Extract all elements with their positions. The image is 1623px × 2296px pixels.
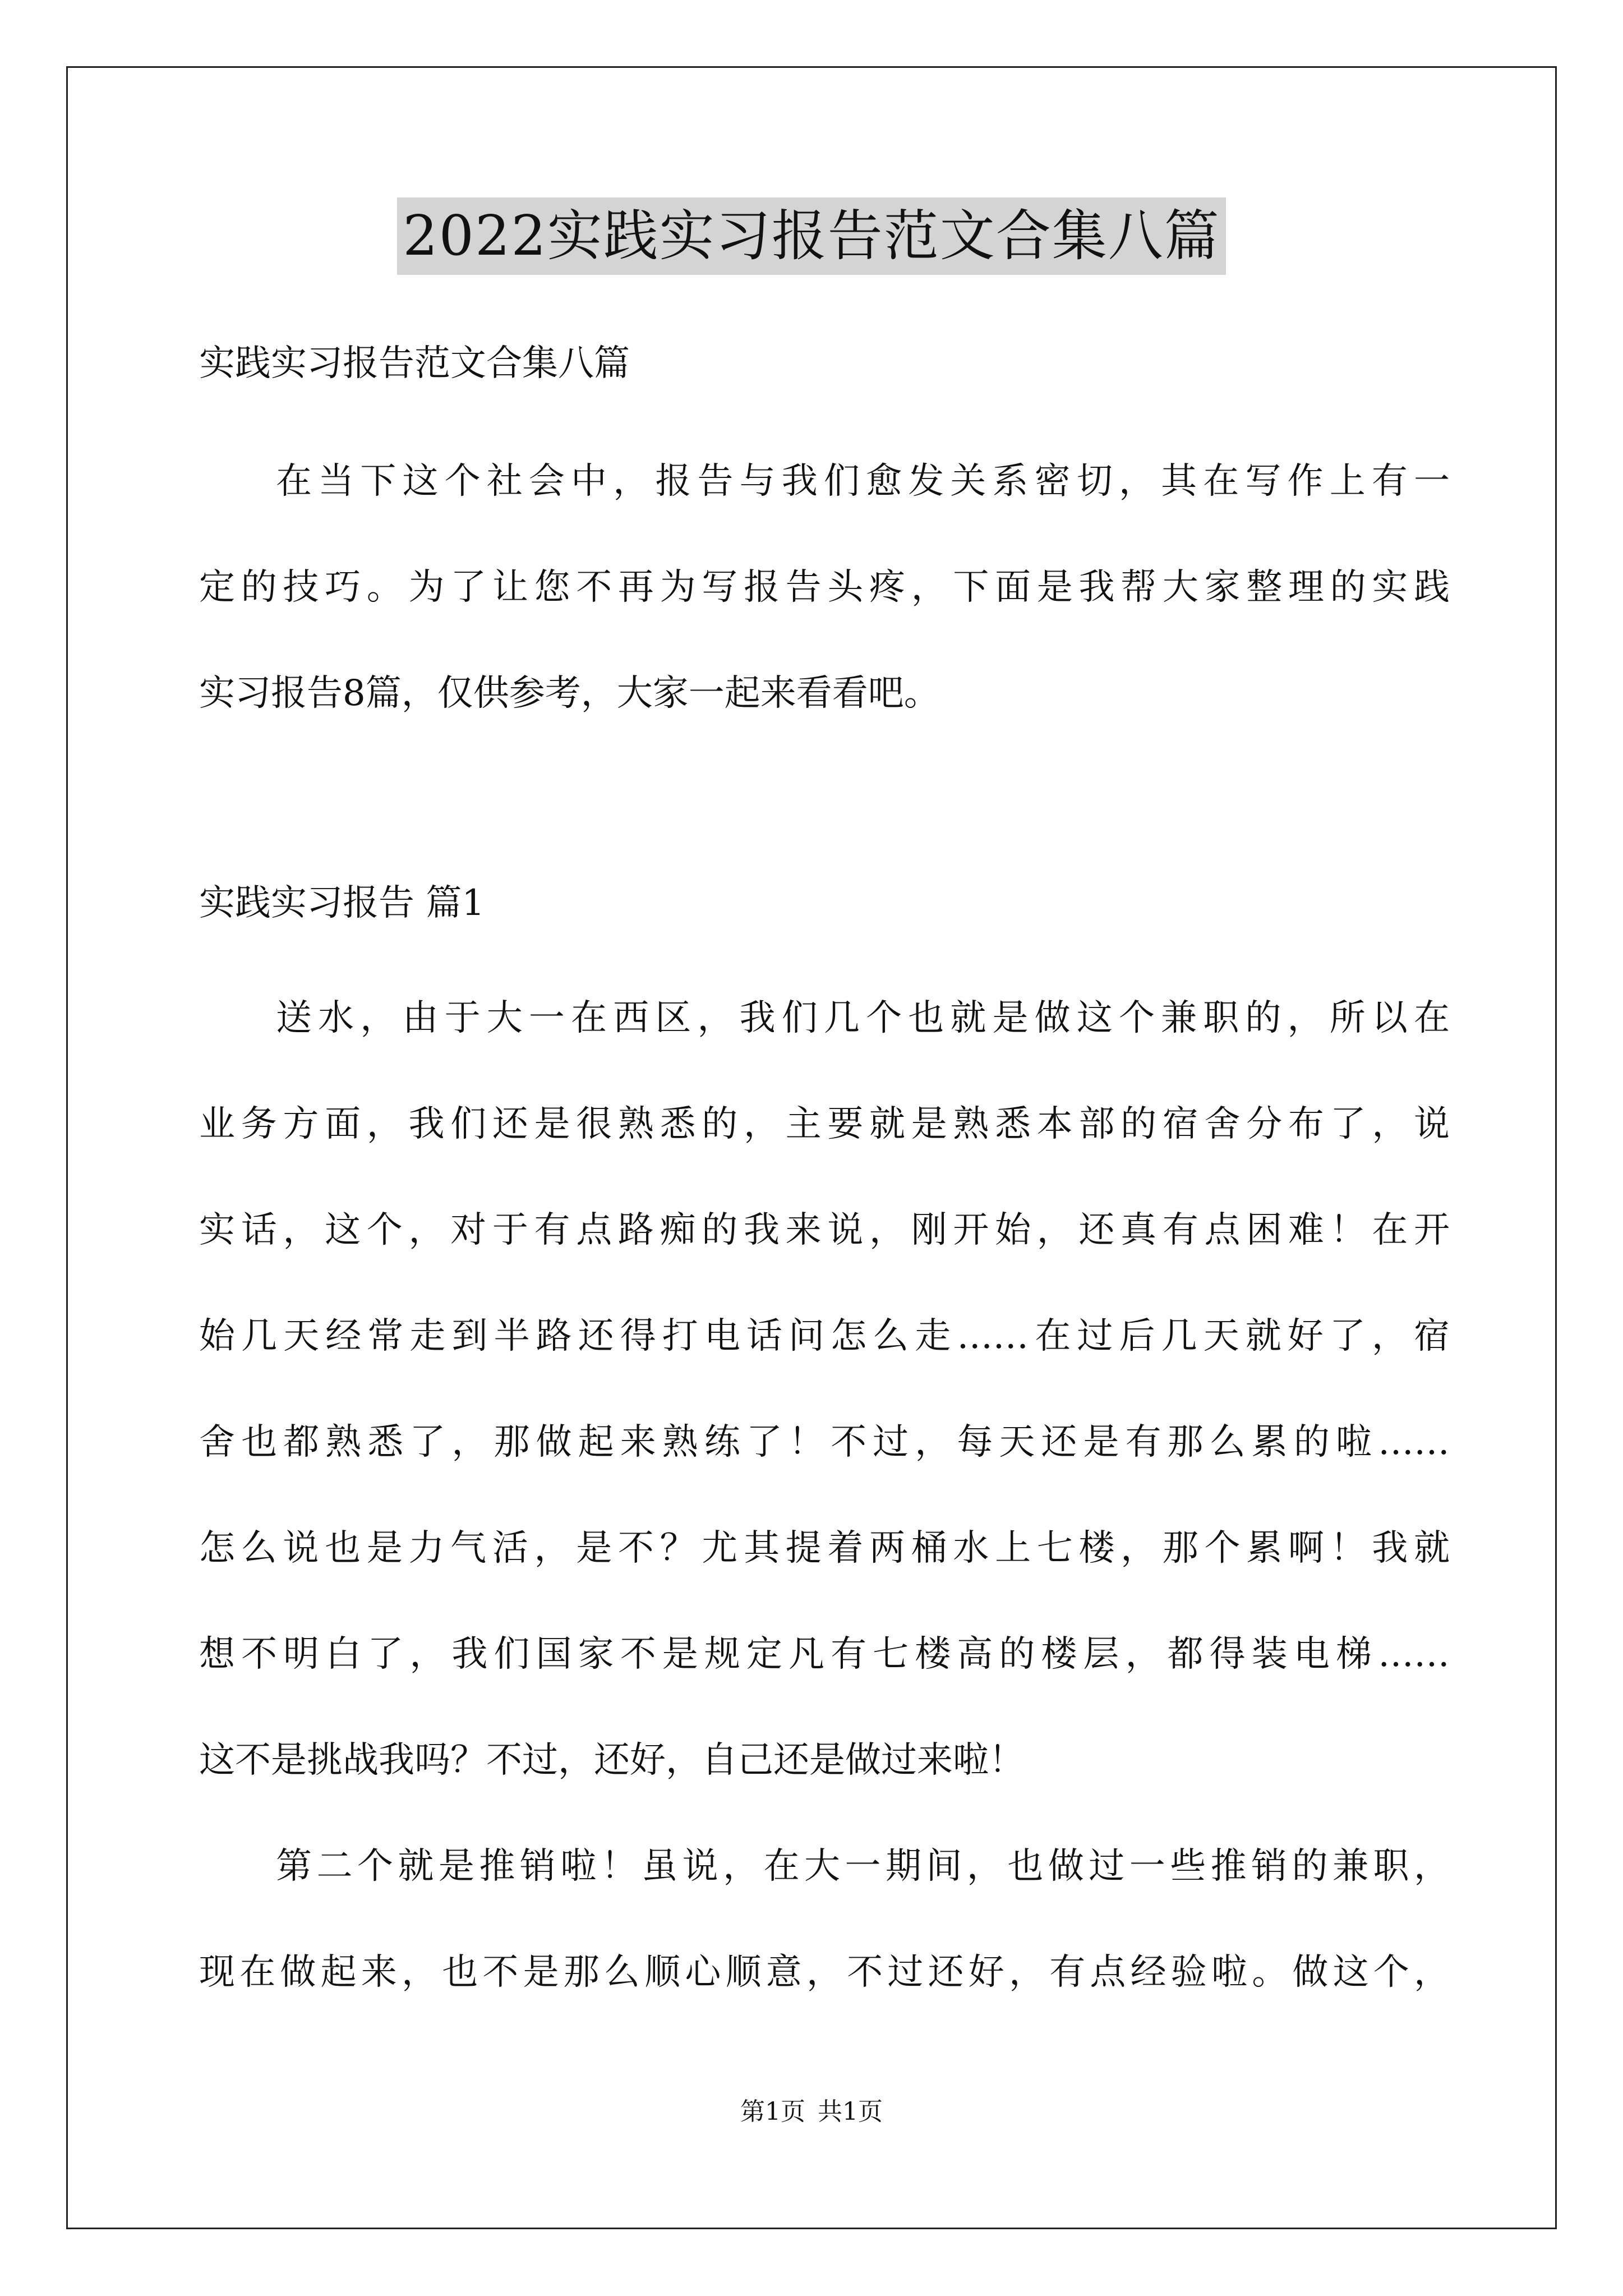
document-subtitle: 实践实习报告范文合集八篇 (199, 343, 630, 384)
intro-line: 定的技巧。为了让您不再为写报告头疼，下面是我帮大家整理的实践 (199, 567, 1450, 608)
paragraph-line: 想不明白了，我们国家不是规定凡有七楼高的楼层，都得装电梯…… (199, 1634, 1450, 1675)
title-wrap (0, 197, 1623, 275)
paragraph-line: 始几天经常走到半路还得打电话问怎么走……在过后几天就好了，宿 (199, 1315, 1450, 1357)
paragraph-line: 送水，由于大一在西区，我们几个也就是做这个兼职的，所以在 (276, 997, 1450, 1039)
paragraph-line: 现在做起来，也不是那么顺心顺意，不过还好，有点经验啦。做这个， (199, 1952, 1450, 1993)
paragraph-line: 这不是挑战我吗？不过，还好，自己还是做过来啦！ (199, 1740, 1025, 1781)
document-title: 2022实践实习报告范文合集八篇 (397, 197, 1225, 275)
paragraph-line: 第二个就是推销啦！虽说，在大一期间，也做过一些推销的兼职， (276, 1846, 1450, 1887)
paragraph-line: 实话，这个，对于有点路痴的我来说，刚开始，还真有点困难！在开 (199, 1209, 1450, 1251)
intro-line: 实习报告8篇，仅供参考，大家一起来看看吧。 (199, 673, 940, 714)
paragraph-line: 怎么说也是力气活，是不？尤其提着两桶水上七楼，那个累啊！我就 (199, 1527, 1450, 1569)
page-footer: 第1页 共1页 (740, 2097, 883, 2126)
page-border (66, 66, 1557, 2229)
intro-line: 在当下这个社会中，报告与我们愈发关系密切，其在写作上有一 (276, 461, 1450, 502)
paragraph-line: 舍也都熟悉了，那做起来熟练了！不过，每天还是有那么累的啦…… (199, 1421, 1450, 1463)
section-heading: 实践实习报告 篇1 (199, 882, 485, 924)
paragraph-line: 业务方面，我们还是很熟悉的，主要就是熟悉本部的宿舍分布了，说 (199, 1103, 1450, 1145)
